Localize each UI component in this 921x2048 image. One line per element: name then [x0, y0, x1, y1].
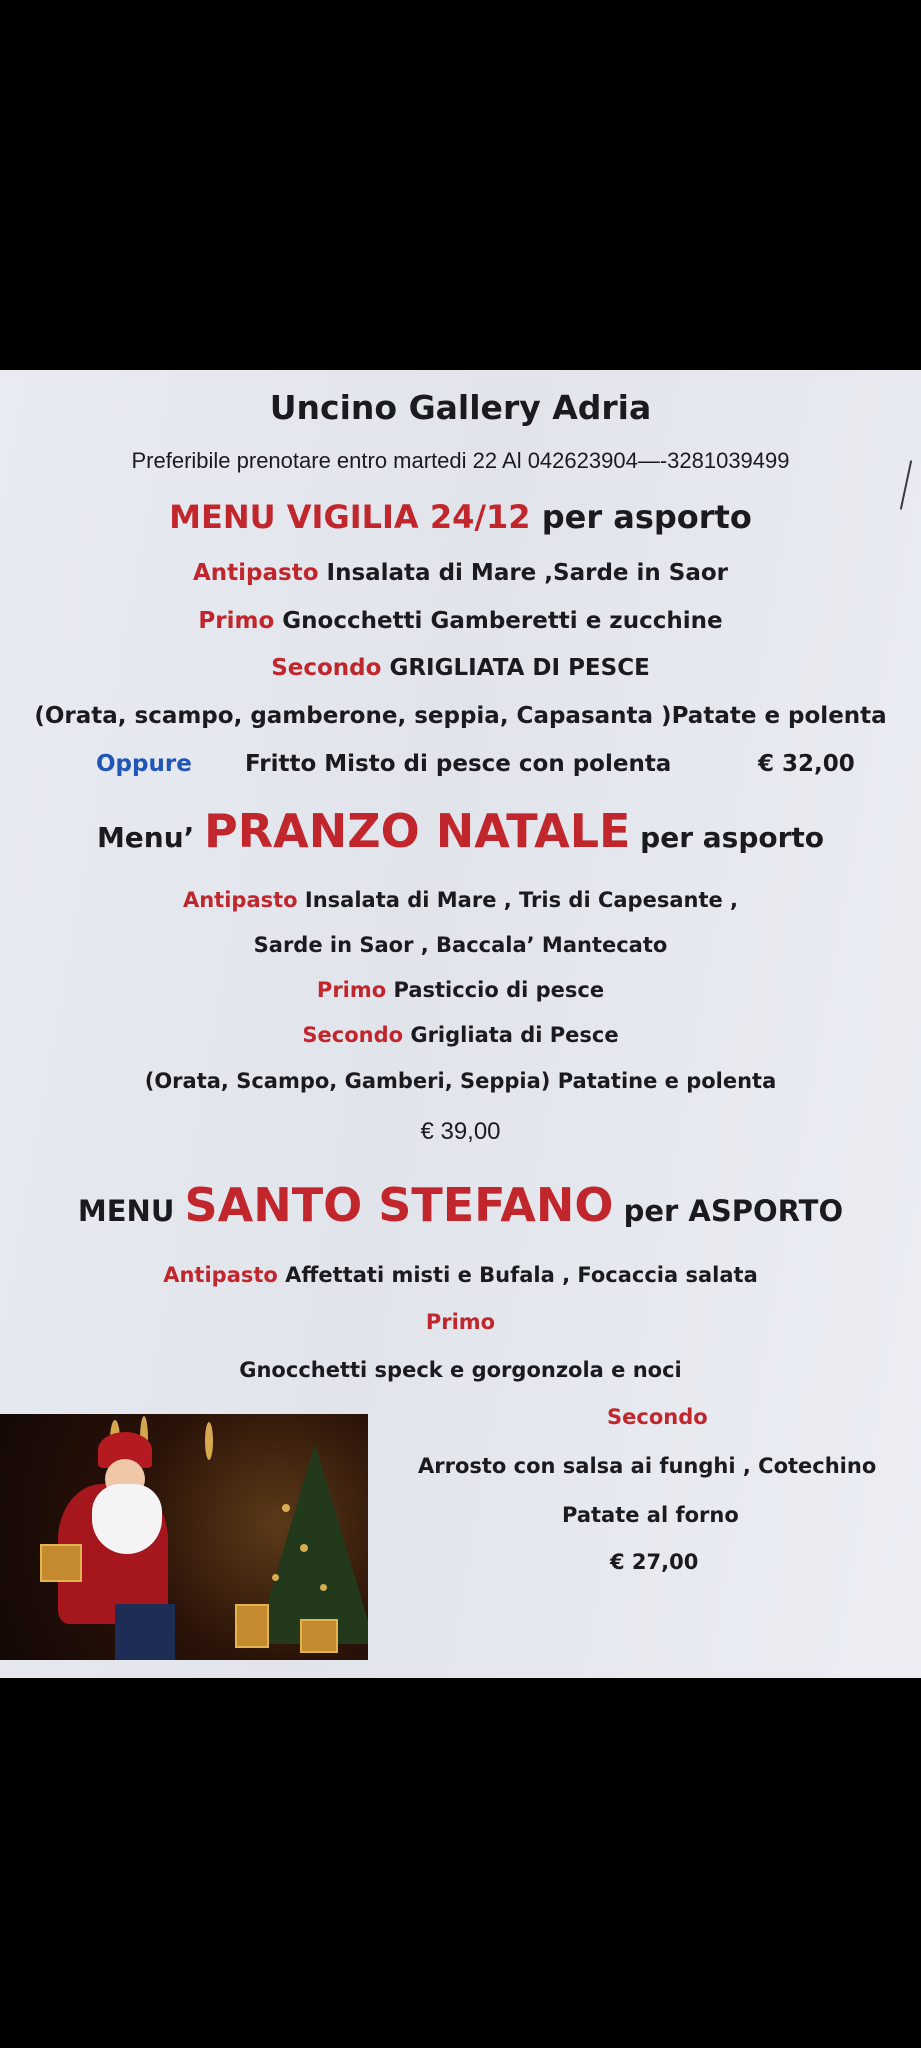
vigilia-secondo — [0, 655, 921, 681]
stefano-primo-label: Primo — [425, 1310, 496, 1334]
stefano-suffix: per ASPORTO — [613, 1194, 844, 1228]
stefano-antipasto — [0, 1263, 921, 1287]
vigilia-title: MENU VIGILIA 24/12 — [169, 498, 531, 536]
stefano-title: SANTO STEFANO — [184, 1178, 614, 1232]
course-text: Insalata di Mare , Tris di Capesante , — [297, 888, 739, 912]
natale-secondo — [0, 1023, 921, 1047]
oppure-text: Fritto Misto di pesce con polenta — [245, 751, 672, 777]
course-label: Primo — [316, 978, 387, 1002]
booking-note: Preferibile prenotare entro martedi 22 Al 042623904—-3281039499 — [131, 448, 790, 473]
stefano-primo-text: Gnocchetti speck e gorgonzola e noci — [239, 1358, 682, 1382]
oppure-label: Oppure — [96, 751, 192, 777]
natale-detail: (Orata, Scampo, Gamberi, Seppia) Patatine e polenta — [144, 1069, 777, 1093]
stefano-secondo-label: Secondo — [607, 1405, 708, 1429]
course-label: Primo — [198, 608, 275, 634]
natale-antipasto — [0, 888, 921, 912]
natale-antipasto-cont: Sarde in Saor , Baccala’ Mantecato — [253, 933, 668, 957]
stefano-prefix: MENU — [77, 1194, 185, 1228]
course-label: Secondo — [271, 655, 382, 681]
natale-price: € 39,00 — [420, 1118, 501, 1145]
vigilia-price: € 32,00 — [758, 751, 855, 777]
vigilia-antipasto — [0, 560, 921, 586]
course-text: Gnocchetti Gamberetti e zucchine — [274, 608, 723, 634]
stefano-contorno: Patate al forno — [562, 1503, 739, 1527]
course-text: Insalata di Mare ,Sarde in Saor — [318, 560, 729, 586]
stefano-price: € 27,00 — [610, 1550, 699, 1574]
natale-title: PRANZO NATALE — [204, 804, 631, 858]
natale-heading — [0, 804, 921, 858]
course-label: Antipasto — [182, 888, 298, 912]
natale-suffix: per asporto — [630, 821, 825, 854]
natale-primo — [0, 978, 921, 1002]
course-text: Affettati misti e Bufala , Focaccia salata — [277, 1263, 758, 1287]
santa-claus-photo — [0, 1414, 368, 1660]
course-text: Grigliata di Pesce — [403, 1023, 619, 1047]
course-label: Antipasto — [192, 560, 319, 586]
course-text: GRIGLIATA DI PESCE — [381, 655, 650, 681]
stefano-secondo-text: Arrosto con salsa ai funghi , Cotechino — [418, 1454, 877, 1478]
course-label: Antipasto — [163, 1263, 278, 1287]
stefano-heading — [0, 1178, 921, 1232]
vigilia-primo — [0, 608, 921, 634]
natale-prefix: Menu’ — [96, 821, 205, 854]
course-label: Secondo — [302, 1023, 404, 1047]
course-text: Pasticcio di pesce — [386, 978, 605, 1002]
vigilia-detail: (Orata, scampo, gamberone, seppia, Capasanta )Patate e polenta — [34, 703, 887, 729]
vigilia-heading — [0, 498, 921, 536]
menu-sheet — [0, 370, 921, 1678]
vigilia-takeaway: per asporto — [530, 498, 752, 536]
restaurant-title: Uncino Gallery Adria — [269, 388, 652, 427]
